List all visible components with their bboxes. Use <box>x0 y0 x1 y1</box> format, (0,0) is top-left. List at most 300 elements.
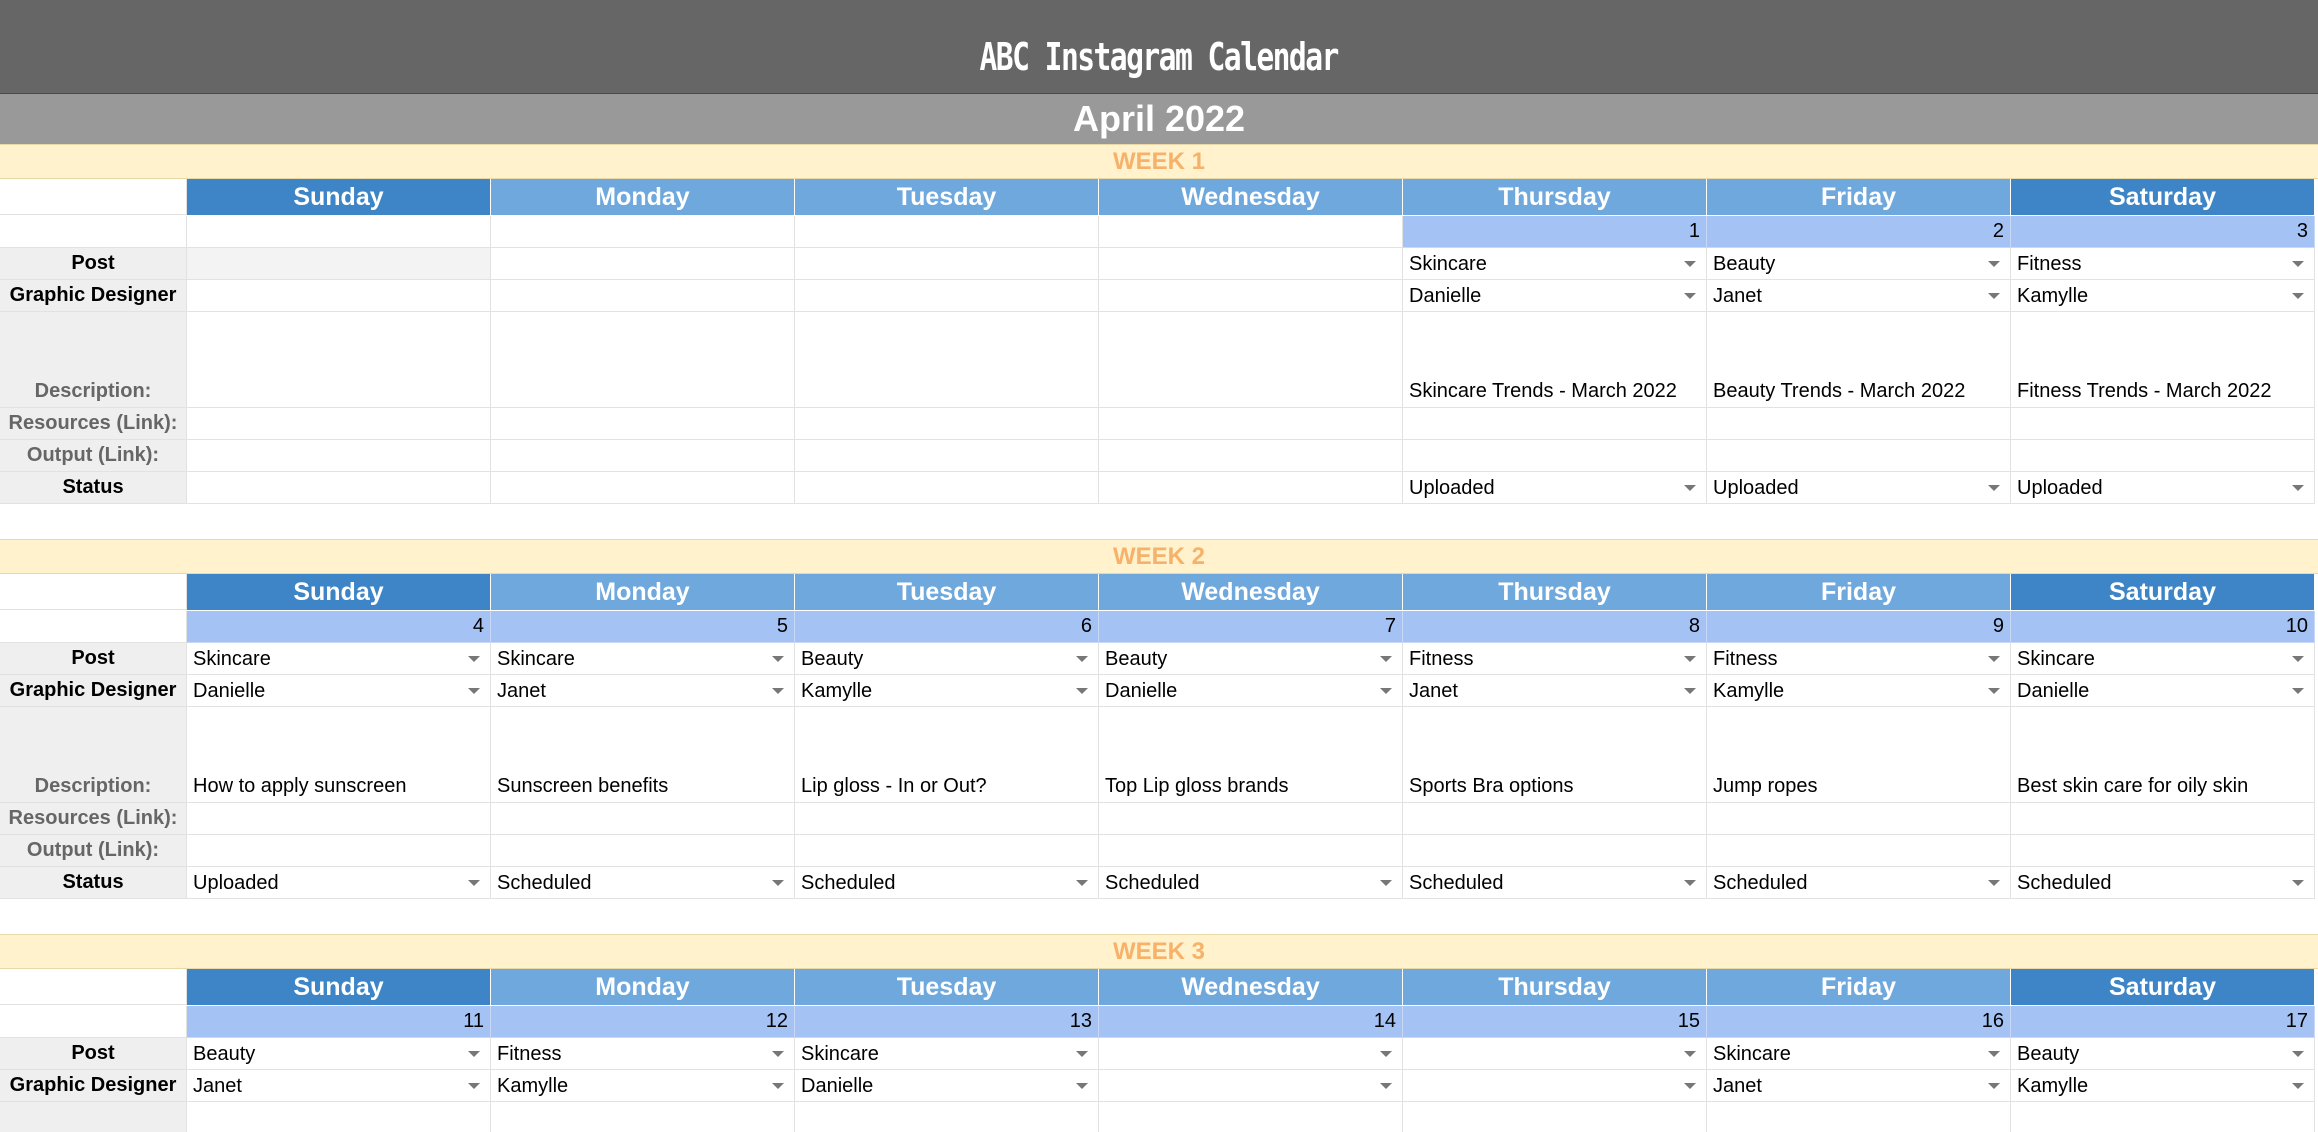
post-cell[interactable] <box>2011 1038 2315 1070</box>
chevron-down-icon[interactable] <box>2292 656 2304 662</box>
date-cell[interactable] <box>1403 216 1707 248</box>
chevron-down-icon[interactable] <box>772 880 784 886</box>
day-name: Wednesday <box>1181 577 1320 606</box>
month-title: April 2022 <box>1072 98 1246 139</box>
resources-cell[interactable] <box>795 408 1099 440</box>
description-cell[interactable] <box>491 312 795 408</box>
row-label-designer <box>0 280 187 312</box>
day-header-sunday[interactable] <box>187 179 491 216</box>
week-section-2 <box>0 539 2318 934</box>
designer-cell[interactable] <box>187 280 491 312</box>
date-number: 11 <box>463 1010 484 1032</box>
designer-cell[interactable] <box>1707 675 2011 707</box>
chevron-down-icon[interactable] <box>468 656 480 662</box>
designer-cell[interactable] <box>491 1070 795 1102</box>
day-name: Friday <box>1820 577 1897 606</box>
post-cell[interactable] <box>1707 1038 2011 1070</box>
post-value: Skincare <box>1409 253 1487 275</box>
designer-value: Danielle <box>2017 680 2090 702</box>
corner-cell[interactable] <box>0 216 187 248</box>
week-title-bar[interactable] <box>0 539 2318 574</box>
day-header-saturday[interactable] <box>2011 969 2315 1006</box>
date-number: 10 <box>2285 615 2308 637</box>
post-cell[interactable] <box>795 1038 1099 1070</box>
chevron-down-icon[interactable] <box>772 688 784 694</box>
date-number: 13 <box>1069 1010 1092 1032</box>
date-cell[interactable] <box>2011 611 2315 643</box>
chevron-down-icon[interactable] <box>1988 1083 2000 1089</box>
row-label-post <box>0 1038 187 1070</box>
week-title-bar[interactable] <box>0 934 2318 969</box>
designer-cell[interactable] <box>1099 1070 1403 1102</box>
status-value: Uploaded <box>2017 477 2103 499</box>
post-cell[interactable] <box>1403 643 1707 675</box>
description-cell[interactable] <box>491 707 795 803</box>
date-number: 6 <box>1080 615 1092 637</box>
resources-cell[interactable] <box>1403 803 1707 835</box>
status-value: Scheduled <box>1409 872 1504 894</box>
output-cell[interactable] <box>2011 440 2315 472</box>
designer-cell[interactable] <box>2011 1070 2315 1102</box>
resources-cell[interactable] <box>491 803 795 835</box>
day-header-thursday[interactable] <box>1403 179 1707 216</box>
chevron-down-icon[interactable] <box>2292 261 2304 267</box>
calendar-title-bar[interactable] <box>0 0 2318 94</box>
day-header-monday[interactable] <box>491 574 795 611</box>
chevron-down-icon[interactable] <box>1380 1083 1392 1089</box>
designer-cell[interactable] <box>1099 280 1403 312</box>
chevron-down-icon[interactable] <box>1988 485 2000 491</box>
status-value: Scheduled <box>801 872 896 894</box>
post-cell[interactable] <box>2011 248 2315 280</box>
row-label-text: Resources (Link): <box>8 807 178 829</box>
resources-cell[interactable] <box>1099 408 1403 440</box>
output-cell[interactable] <box>1099 835 1403 867</box>
chevron-down-icon[interactable] <box>468 688 480 694</box>
description-cell[interactable] <box>1403 707 1707 803</box>
date-cell[interactable] <box>187 216 491 248</box>
status-cell[interactable] <box>491 472 795 504</box>
status-value: Uploaded <box>1713 477 1799 499</box>
designer-cell[interactable] <box>795 675 1099 707</box>
description-cell[interactable] <box>795 312 1099 408</box>
designer-cell[interactable] <box>2011 280 2315 312</box>
status-value: Uploaded <box>1409 477 1495 499</box>
post-cell[interactable] <box>491 248 795 280</box>
day-name: Thursday <box>1498 577 1611 606</box>
chevron-down-icon[interactable] <box>772 1083 784 1089</box>
row-label-output <box>0 835 187 867</box>
designer-value: Kamylle <box>497 1075 569 1097</box>
post-value: Skincare <box>801 1043 879 1065</box>
output-cell[interactable] <box>187 440 491 472</box>
row-label-output <box>0 440 187 472</box>
status-value: Scheduled <box>2017 872 2112 894</box>
chevron-down-icon[interactable] <box>1076 688 1088 694</box>
corner-cell[interactable] <box>0 969 187 1005</box>
status-value: Scheduled <box>497 872 592 894</box>
day-name: Sunday <box>293 972 384 1001</box>
description-cell[interactable] <box>1099 312 1403 408</box>
status-cell[interactable] <box>2011 867 2315 899</box>
chevron-down-icon[interactable] <box>772 656 784 662</box>
date-number: 7 <box>1384 615 1396 637</box>
description-cell[interactable] <box>187 1102 491 1132</box>
designer-cell[interactable] <box>491 675 795 707</box>
chevron-down-icon[interactable] <box>2292 880 2304 886</box>
chevron-down-icon[interactable] <box>468 880 480 886</box>
description-cell[interactable] <box>1707 707 2011 803</box>
row-label-status <box>0 867 187 899</box>
day-header-thursday[interactable] <box>1403 574 1707 611</box>
row-label-text: Post <box>71 647 115 669</box>
resources-cell[interactable] <box>187 803 491 835</box>
description-cell[interactable] <box>2011 1102 2315 1132</box>
post-value: Fitness <box>1713 648 1778 670</box>
day-header-saturday[interactable] <box>2011 574 2315 611</box>
post-cell[interactable] <box>187 1038 491 1070</box>
chevron-down-icon[interactable] <box>1684 880 1696 886</box>
row-label-designer <box>0 1070 187 1102</box>
date-cell[interactable] <box>1099 611 1403 643</box>
date-number: 17 <box>2285 1010 2308 1032</box>
day-header-sunday[interactable] <box>187 574 491 611</box>
day-header-thursday[interactable] <box>1403 969 1707 1006</box>
day-header-monday[interactable] <box>491 179 795 216</box>
description-value: Beauty Trends - March 2022 <box>1713 380 1966 402</box>
resources-cell[interactable] <box>1099 803 1403 835</box>
corner-cell[interactable] <box>0 574 187 610</box>
row-label-text: Description: <box>34 775 152 797</box>
row-label-description <box>0 1102 187 1132</box>
post-value: Skincare <box>2017 648 2095 670</box>
row-label-description <box>0 312 187 408</box>
post-cell[interactable] <box>795 643 1099 675</box>
day-header-friday[interactable] <box>1707 969 2011 1006</box>
day-name: Friday <box>1820 972 1897 1001</box>
day-name: Saturday <box>2109 972 2216 1001</box>
day-header-tuesday[interactable] <box>795 969 1099 1006</box>
date-cell[interactable] <box>187 1006 491 1038</box>
output-cell[interactable] <box>795 835 1099 867</box>
date-cell[interactable] <box>1707 216 2011 248</box>
chevron-down-icon[interactable] <box>468 1083 480 1089</box>
day-header-sunday[interactable] <box>187 969 491 1006</box>
week-grid <box>0 969 2315 1132</box>
status-cell[interactable] <box>1099 867 1403 899</box>
chevron-down-icon[interactable] <box>1076 1051 1088 1057</box>
post-value: Fitness <box>1409 648 1474 670</box>
status-cell[interactable] <box>187 867 491 899</box>
calendar-title: ABC Instagram Calendar <box>979 34 1339 79</box>
output-cell[interactable] <box>1403 835 1707 867</box>
row-label-text: Post <box>71 252 115 274</box>
day-header-wednesday[interactable] <box>1099 179 1403 216</box>
row-label-status <box>0 472 187 504</box>
designer-value: Kamylle <box>1713 680 1785 702</box>
chevron-down-icon[interactable] <box>2292 293 2304 299</box>
designer-cell[interactable] <box>2011 675 2315 707</box>
date-number: 8 <box>1688 615 1700 637</box>
day-header-tuesday[interactable] <box>795 574 1099 611</box>
chevron-down-icon[interactable] <box>1988 1051 2000 1057</box>
date-cell[interactable] <box>2011 1006 2315 1038</box>
chevron-down-icon[interactable] <box>1988 688 2000 694</box>
status-value: Uploaded <box>193 872 279 894</box>
chevron-down-icon[interactable] <box>2292 485 2304 491</box>
corner-cell[interactable] <box>0 1006 187 1038</box>
status-cell[interactable] <box>491 867 795 899</box>
chevron-down-icon[interactable] <box>1380 880 1392 886</box>
date-number: 9 <box>1992 615 2004 637</box>
designer-value: Danielle <box>1409 285 1482 307</box>
designer-value: Danielle <box>1105 680 1178 702</box>
designer-cell[interactable] <box>795 1070 1099 1102</box>
chevron-down-icon[interactable] <box>468 1051 480 1057</box>
week-section-1 <box>0 144 2318 539</box>
output-cell[interactable] <box>2011 835 2315 867</box>
designer-value: Kamylle <box>2017 285 2089 307</box>
designer-cell[interactable] <box>1403 1070 1707 1102</box>
post-value: Beauty <box>1105 648 1168 670</box>
resources-cell[interactable] <box>187 408 491 440</box>
day-name: Friday <box>1820 182 1897 211</box>
status-cell[interactable] <box>187 472 491 504</box>
chevron-down-icon[interactable] <box>772 1051 784 1057</box>
resources-cell[interactable] <box>795 803 1099 835</box>
post-cell[interactable] <box>795 248 1099 280</box>
day-name: Sunday <box>293 182 384 211</box>
description-cell[interactable] <box>1099 707 1403 803</box>
date-cell[interactable] <box>795 611 1099 643</box>
post-cell[interactable] <box>187 643 491 675</box>
designer-cell[interactable] <box>1707 280 2011 312</box>
date-cell[interactable] <box>1707 1006 2011 1038</box>
designer-cell[interactable] <box>1403 280 1707 312</box>
post-value: Skincare <box>497 648 575 670</box>
designer-cell[interactable] <box>1099 675 1403 707</box>
row-label-text: Resources (Link): <box>8 412 178 434</box>
description-value: Skincare Trends - March 2022 <box>1409 380 1677 402</box>
day-name: Tuesday <box>896 577 997 606</box>
description-cell[interactable] <box>1707 312 2011 408</box>
resources-cell[interactable] <box>2011 803 2315 835</box>
description-cell[interactable] <box>1403 1102 1707 1132</box>
status-cell[interactable] <box>2011 472 2315 504</box>
week-grid <box>0 179 2315 504</box>
day-header-wednesday[interactable] <box>1099 969 1403 1006</box>
post-cell[interactable] <box>1099 1038 1403 1070</box>
date-cell[interactable] <box>1099 1006 1403 1038</box>
chevron-down-icon[interactable] <box>1380 656 1392 662</box>
post-value <box>1403 1038 1706 1043</box>
row-label-text: Post <box>71 1042 115 1064</box>
date-cell[interactable] <box>1707 611 2011 643</box>
output-cell[interactable] <box>187 835 491 867</box>
status-cell[interactable] <box>1707 867 2011 899</box>
post-value <box>1099 1038 1402 1043</box>
post-value: Beauty <box>1713 253 1776 275</box>
row-label-text: Output (Link): <box>26 444 160 466</box>
post-value: Beauty <box>193 1043 256 1065</box>
chevron-down-icon[interactable] <box>1684 261 1696 267</box>
status-cell[interactable] <box>795 472 1099 504</box>
chevron-down-icon[interactable] <box>1684 485 1696 491</box>
date-cell[interactable] <box>795 216 1099 248</box>
chevron-down-icon[interactable] <box>2292 1083 2304 1089</box>
day-name: Monday <box>595 577 690 606</box>
day-header-tuesday[interactable] <box>795 179 1099 216</box>
resources-cell[interactable] <box>1403 408 1707 440</box>
row-label-text: Status <box>62 476 124 498</box>
description-cell[interactable] <box>2011 312 2315 408</box>
day-name: Monday <box>595 182 690 211</box>
post-cell[interactable] <box>491 643 795 675</box>
post-cell[interactable] <box>1707 248 2011 280</box>
date-cell[interactable] <box>1403 611 1707 643</box>
corner-cell[interactable] <box>0 179 187 215</box>
designer-value: Janet <box>497 680 546 702</box>
day-name: Tuesday <box>896 182 997 211</box>
day-header-wednesday[interactable] <box>1099 574 1403 611</box>
resources-cell[interactable] <box>1707 803 2011 835</box>
post-cell[interactable] <box>491 1038 795 1070</box>
date-number: 1 <box>1688 220 1700 242</box>
chevron-down-icon[interactable] <box>1988 880 2000 886</box>
description-cell[interactable] <box>187 312 491 408</box>
post-cell[interactable] <box>1403 248 1707 280</box>
date-cell[interactable] <box>1099 216 1403 248</box>
output-cell[interactable] <box>795 440 1099 472</box>
designer-value: Kamylle <box>2017 1075 2089 1097</box>
month-bar[interactable] <box>0 94 2318 145</box>
designer-cell[interactable] <box>187 675 491 707</box>
date-cell[interactable] <box>795 1006 1099 1038</box>
description-cell[interactable] <box>795 1102 1099 1132</box>
chevron-down-icon[interactable] <box>1380 688 1392 694</box>
output-cell[interactable] <box>1099 440 1403 472</box>
status-cell[interactable] <box>1403 867 1707 899</box>
resources-cell[interactable] <box>2011 408 2315 440</box>
chevron-down-icon[interactable] <box>1076 1083 1088 1089</box>
description-cell[interactable] <box>2011 707 2315 803</box>
designer-value: Janet <box>193 1075 242 1097</box>
week-title-bar[interactable] <box>0 144 2318 179</box>
designer-cell[interactable] <box>491 280 795 312</box>
status-cell[interactable] <box>1707 472 2011 504</box>
chevron-down-icon[interactable] <box>1988 656 2000 662</box>
post-value: Beauty <box>801 648 864 670</box>
description-value: Lip gloss - In or Out? <box>801 775 987 797</box>
description-cell[interactable] <box>1403 312 1707 408</box>
designer-cell[interactable] <box>795 280 1099 312</box>
row-label-text: Graphic Designer <box>9 679 177 701</box>
row-label-post <box>0 643 187 675</box>
date-cell[interactable] <box>491 216 795 248</box>
output-cell[interactable] <box>1707 835 2011 867</box>
description-value: Top Lip gloss brands <box>1105 775 1289 797</box>
designer-cell[interactable] <box>1403 675 1707 707</box>
chevron-down-icon[interactable] <box>1684 1083 1696 1089</box>
day-name: Thursday <box>1498 972 1611 1001</box>
date-cell[interactable] <box>187 611 491 643</box>
status-cell[interactable] <box>795 867 1099 899</box>
day-header-friday[interactable] <box>1707 179 2011 216</box>
day-name: Wednesday <box>1181 182 1320 211</box>
day-name: Saturday <box>2109 577 2216 606</box>
chevron-down-icon[interactable] <box>1684 688 1696 694</box>
date-number: 15 <box>1677 1010 1700 1032</box>
row-label-text: Description: <box>34 380 152 402</box>
day-name: Sunday <box>293 577 384 606</box>
post-cell[interactable] <box>2011 643 2315 675</box>
day-name: Thursday <box>1498 182 1611 211</box>
description-cell[interactable] <box>1707 1102 2011 1132</box>
date-cell[interactable] <box>491 611 795 643</box>
date-number: 4 <box>472 615 484 637</box>
post-cell[interactable] <box>187 248 491 280</box>
post-value: Fitness <box>497 1043 562 1065</box>
output-cell[interactable] <box>491 835 795 867</box>
resources-cell[interactable] <box>1707 408 2011 440</box>
corner-cell[interactable] <box>0 611 187 643</box>
output-cell[interactable] <box>1707 440 2011 472</box>
post-cell[interactable] <box>1707 643 2011 675</box>
output-cell[interactable] <box>491 440 795 472</box>
chevron-down-icon[interactable] <box>1988 261 2000 267</box>
row-label-description <box>0 707 187 803</box>
chevron-down-icon[interactable] <box>1076 880 1088 886</box>
designer-cell[interactable] <box>1707 1070 2011 1102</box>
post-cell[interactable] <box>1099 643 1403 675</box>
description-cell[interactable] <box>187 707 491 803</box>
chevron-down-icon[interactable] <box>1988 293 2000 299</box>
description-cell[interactable] <box>795 707 1099 803</box>
designer-value: Janet <box>1409 680 1458 702</box>
chevron-down-icon[interactable] <box>1684 1051 1696 1057</box>
chevron-down-icon[interactable] <box>1076 656 1088 662</box>
designer-cell[interactable] <box>187 1070 491 1102</box>
chevron-down-icon[interactable] <box>1380 1051 1392 1057</box>
day-header-friday[interactable] <box>1707 574 2011 611</box>
chevron-down-icon[interactable] <box>1684 656 1696 662</box>
row-label-text: Graphic Designer <box>9 1074 177 1096</box>
chevron-down-icon[interactable] <box>2292 688 2304 694</box>
resources-cell[interactable] <box>491 408 795 440</box>
day-header-monday[interactable] <box>491 969 795 1006</box>
designer-value: Janet <box>1713 285 1762 307</box>
post-cell[interactable] <box>1403 1038 1707 1070</box>
date-cell[interactable] <box>2011 216 2315 248</box>
output-cell[interactable] <box>1403 440 1707 472</box>
description-cell[interactable] <box>491 1102 795 1132</box>
date-cell[interactable] <box>491 1006 795 1038</box>
chevron-down-icon[interactable] <box>1684 293 1696 299</box>
description-value: Best skin care for oily skin <box>2017 775 2249 797</box>
row-label-designer <box>0 675 187 707</box>
description-value: Jump ropes <box>1713 775 1818 797</box>
row-label-text: Output (Link): <box>26 839 160 861</box>
date-cell[interactable] <box>1403 1006 1707 1038</box>
post-value: Beauty <box>2017 1043 2080 1065</box>
post-cell[interactable] <box>1099 248 1403 280</box>
status-cell[interactable] <box>1099 472 1403 504</box>
day-header-saturday[interactable] <box>2011 179 2315 216</box>
status-cell[interactable] <box>1403 472 1707 504</box>
chevron-down-icon[interactable] <box>2292 1051 2304 1057</box>
description-cell[interactable] <box>1099 1102 1403 1132</box>
row-label-resources <box>0 803 187 835</box>
